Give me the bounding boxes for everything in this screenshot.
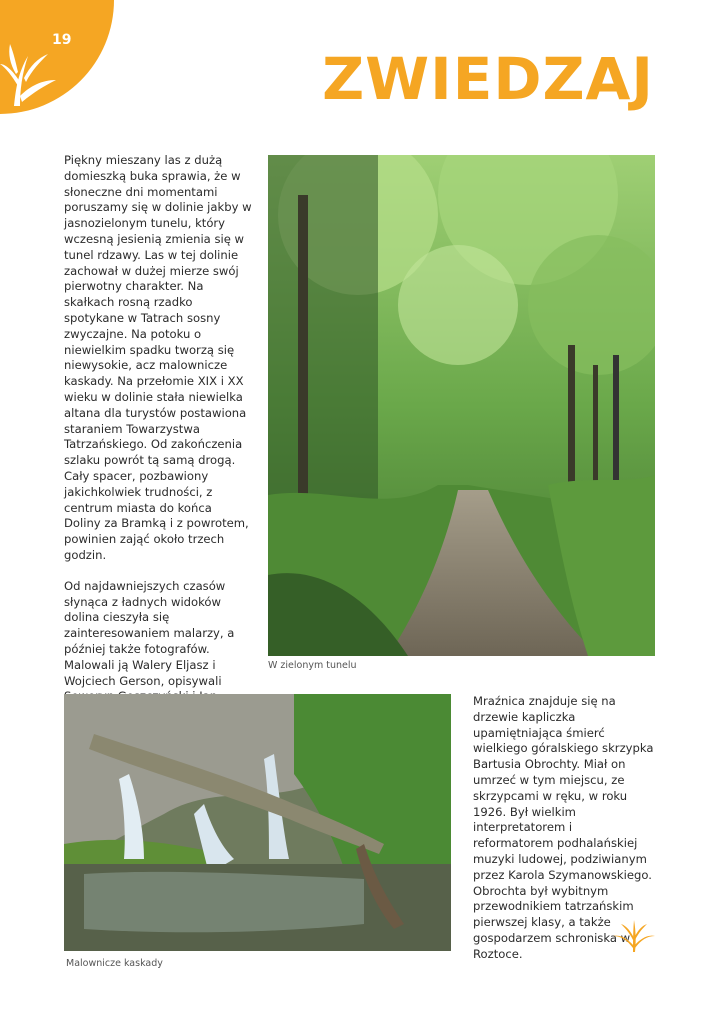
left-column-text — [64, 153, 252, 767]
photo-caption: Malownicze kaskady — [66, 958, 163, 969]
right-column-text: Mraźnica znajduje się na drzewie kapliczka upamiętniająca śmierć wielkiego góralskiego skrzypka Bartusia Obrochty. Miał on umrzeć w tym miejscu, ze skrzypcami w ręku, w roku 1926. Był wielkim interpretatorem i reformatorem podhalańskiej muzyki ludowej, podziwianym przez Karola Szymanowskiego. Obrochta był wybitnym przewodnikiem tatrzańskim pierwszej klasy, a także gospodarzem schroniska w Roztoce. — [473, 694, 654, 961]
paragraph: Piękny mieszany las z dużą domieszką buka sprawia, że w słoneczne dni momentami poruszamy się w dolinie jakby w jasnozielonym tunelu, który wczesną jesienią zmienia się w tunel rdzawy. Las w tej dolinie zachował w dużej mierze swój pierwotny charakter. Na skałkach rosną rzadko spotykane w Tatrach sosny zwyczajne. Na potoku o niewielkim spadku tworzą się niewysokie, acz malownicze kaskady. Na przełomie XIX i XX wieku w dolinie stała niewielka altana dla turystów postawiona staraniem Towarzystwa Tatrzańskiego. Od zakończenia szlaku powrót tą samą drogą. Cały spacer, pozbawiony jakichkolwiek trudności, z centrum miasta do końca Doliny za Bramką i z powrotem, powinien zająć około trzech godzin. — [64, 153, 252, 562]
photo-caption: W zielonym tunelu — [268, 660, 357, 671]
waterfall-photo — [64, 694, 451, 951]
forest-photo — [268, 155, 655, 656]
paragraph: Od najdawniejszych czasów słynąca z ładnych widoków dolina cieszyła się zainteresowaniem malarzy, a później także fotografów. Malowali ją Walery Eljasz i Wojciech Gerson, opisywali — [64, 578, 235, 688]
page-number: 19 — [52, 32, 72, 48]
leaf-sprout-icon — [0, 38, 58, 108]
leaf-sprout-icon — [613, 912, 655, 954]
page-title: ZWIEDZAJ — [322, 45, 654, 113]
